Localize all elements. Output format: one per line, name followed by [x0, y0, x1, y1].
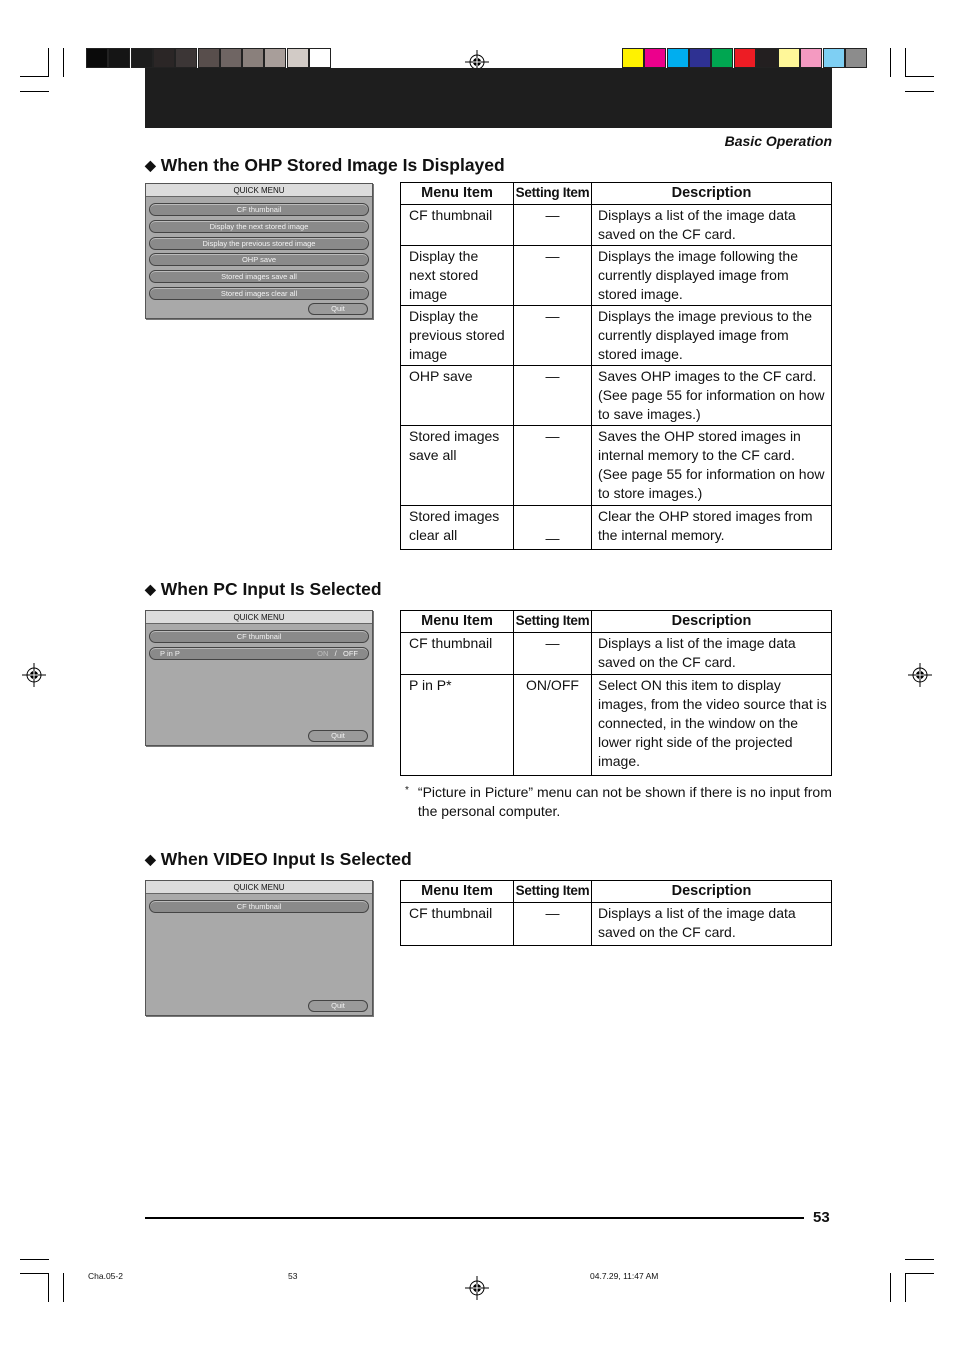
column-header: Setting Item	[514, 183, 592, 205]
slug-page: 53	[288, 1271, 298, 1281]
column-header: Menu Item	[401, 881, 514, 903]
menu-item-cell: CF thumbnail	[401, 633, 514, 675]
quick-menu-title: QUICK MENU	[146, 881, 372, 894]
menu-item-previous-stored-image[interactable]: Display the previous stored image	[149, 237, 369, 250]
color-swatch	[800, 48, 822, 68]
setting-item-cell: —	[514, 633, 592, 675]
quit-button[interactable]: Quit	[308, 1000, 368, 1012]
diamond-bullet-icon: ◆	[145, 851, 156, 867]
p-in-p-on-option[interactable]: ON	[317, 649, 329, 658]
quick-menu-panel	[145, 880, 373, 1016]
menu-item-cell: Display the previous stored image	[401, 306, 514, 366]
menu-item-cell: Display the next stored image	[401, 246, 514, 306]
quick-menu-panel	[145, 610, 373, 746]
column-header: Description	[592, 183, 832, 205]
section-heading-text: When VIDEO Input Is Selected	[160, 849, 412, 869]
color-swatch	[644, 48, 666, 68]
header-bar	[145, 68, 832, 128]
diamond-bullet-icon: ◆	[145, 157, 156, 173]
color-swatch	[175, 48, 197, 68]
color-swatch	[220, 48, 242, 68]
column-header: Description	[592, 881, 832, 903]
quick-menu-title: QUICK MENU	[146, 611, 372, 624]
quick-menu-panel	[145, 183, 373, 319]
menu-item-cell: OHP save	[401, 366, 514, 426]
menu-item-stored-images-save-all[interactable]: Stored images save all	[149, 270, 369, 283]
menu-spec-table	[400, 880, 832, 946]
color-swatch	[622, 48, 644, 68]
section-heading	[145, 849, 412, 870]
color-swatch	[734, 48, 756, 68]
description-cell: Select ON this item to display images, from the video source that is connected, in the window on the lower right side of the projected image.	[592, 675, 832, 776]
menu-item-cf-thumbnail[interactable]: CF thumbnail	[149, 203, 369, 216]
description-cell: Saves the OHP stored images in internal memory to the CF card. (See page 55 for information on how to store images.)	[592, 426, 832, 506]
bottom-rule	[145, 1217, 804, 1219]
registration-mark-icon	[465, 1276, 489, 1300]
menu-item-cell: Stored images save all	[401, 426, 514, 506]
column-header: Menu Item	[401, 611, 514, 633]
menu-item-cf-thumbnail[interactable]: CF thumbnail	[149, 900, 369, 913]
menu-item-stored-images-clear-all[interactable]: Stored images clear all	[149, 287, 369, 300]
column-header: Menu Item	[401, 183, 514, 205]
description-cell: Displays the image following the currently displayed image from stored image.	[592, 246, 832, 306]
setting-item-cell: —	[514, 903, 592, 946]
section-heading-text: When the OHP Stored Image Is Displayed	[160, 155, 505, 175]
registration-mark-icon	[22, 663, 46, 687]
quit-button[interactable]: Quit	[308, 303, 368, 315]
color-swatch	[264, 48, 286, 68]
p-in-p-separator: /	[334, 649, 337, 658]
description-cell: Clear the OHP stored images from the internal memory.	[592, 506, 832, 550]
color-swatch	[823, 48, 845, 68]
section-heading	[145, 579, 382, 600]
setting-item-cell: —	[514, 205, 592, 246]
color-swatch	[108, 48, 130, 68]
table-row	[401, 675, 832, 776]
menu-item-p-in-p[interactable]	[149, 647, 369, 660]
table-row	[401, 633, 832, 675]
setting-item-cell: —	[514, 426, 592, 506]
column-header: Setting Item	[514, 611, 592, 633]
quick-menu-title: QUICK MENU	[146, 184, 372, 197]
color-swatch	[131, 48, 153, 68]
slug-file-name: Cha.05-2	[88, 1271, 123, 1281]
table-row	[401, 903, 832, 946]
menu-item-next-stored-image[interactable]: Display the next stored image	[149, 220, 369, 233]
menu-item-cell: Stored images clear all	[401, 506, 514, 550]
color-swatch	[667, 48, 689, 68]
p-in-p-off-option[interactable]: OFF	[343, 649, 358, 658]
description-cell: Displays a list of the image data saved on the CF card.	[592, 903, 832, 946]
setting-item-cell: —	[514, 306, 592, 366]
color-swatch	[309, 48, 331, 68]
color-swatch	[153, 48, 175, 68]
p-in-p-label: P in P	[160, 649, 180, 658]
color-swatch	[711, 48, 733, 68]
color-swatch	[86, 48, 108, 68]
page-number: 53	[813, 1209, 830, 1226]
setting-item-cell: ON/OFF	[514, 675, 592, 776]
color-swatch	[198, 48, 220, 68]
color-swatch	[778, 48, 800, 68]
slug-date: 04.7.29, 11:47 AM	[590, 1271, 659, 1281]
table-row	[401, 246, 832, 306]
table-row	[401, 366, 832, 426]
footnote	[405, 783, 835, 821]
column-header: Setting Item	[514, 881, 592, 903]
diamond-bullet-icon: ◆	[145, 581, 156, 597]
quit-button[interactable]: Quit	[308, 730, 368, 742]
table-row	[401, 506, 832, 550]
registration-mark-icon	[908, 663, 932, 687]
color-swatch	[845, 48, 867, 68]
section-label: Basic Operation	[724, 133, 832, 149]
table-row	[401, 205, 832, 246]
menu-item-cell: CF thumbnail	[401, 205, 514, 246]
table-row	[401, 426, 832, 506]
setting-item-cell: —	[514, 506, 592, 550]
description-cell: Displays the image previous to the currently displayed image from stored image.	[592, 306, 832, 366]
section-heading	[145, 155, 505, 176]
section-heading-text: When PC Input Is Selected	[160, 579, 382, 599]
color-swatch	[689, 48, 711, 68]
table-row	[401, 306, 832, 366]
description-cell: Saves OHP images to the CF card. (See page 55 for information on how to save images.)	[592, 366, 832, 426]
menu-item-cell: CF thumbnail	[401, 903, 514, 946]
description-cell: Displays a list of the image data saved on the CF card.	[592, 205, 832, 246]
color-swatch	[242, 48, 264, 68]
color-swatch	[756, 48, 778, 68]
setting-item-cell: —	[514, 366, 592, 426]
menu-spec-table	[400, 610, 832, 776]
description-cell: Displays a list of the image data saved on the CF card.	[592, 633, 832, 675]
footnote-text: “Picture in Picture” menu can not be shown if there is no input from the personal computer.	[417, 784, 832, 819]
menu-item-cell: P in P*	[401, 675, 514, 776]
menu-spec-table	[400, 182, 832, 550]
column-header: Description	[592, 611, 832, 633]
color-swatch	[287, 48, 309, 68]
footnote-mark: *	[405, 785, 409, 796]
setting-item-cell: —	[514, 246, 592, 306]
menu-item-cf-thumbnail[interactable]: CF thumbnail	[149, 630, 369, 643]
menu-item-ohp-save[interactable]: OHP save	[149, 253, 369, 266]
